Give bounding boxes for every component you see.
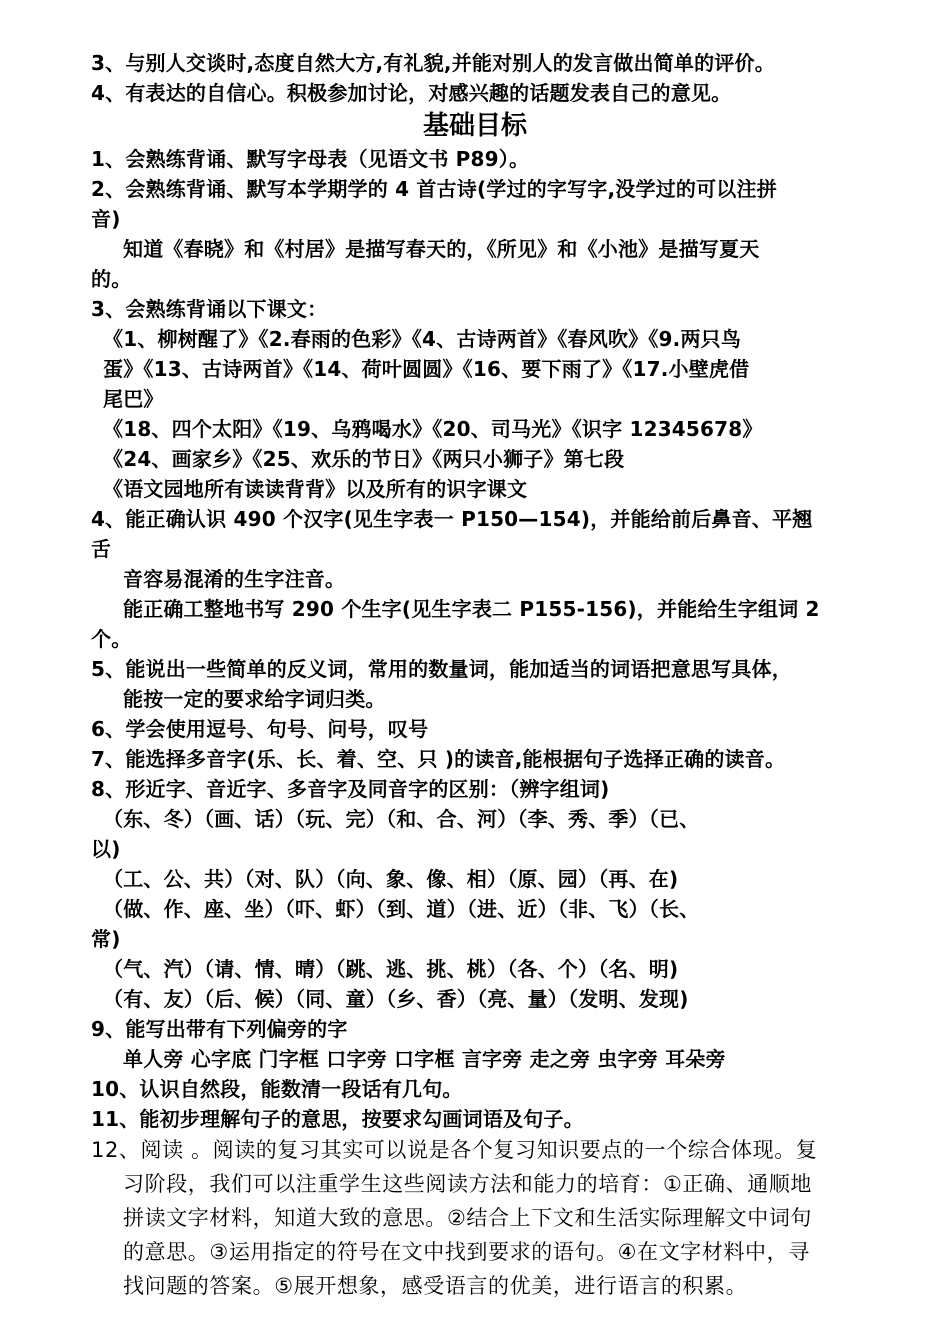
lesson-list-1: 《1、柳树醒了》《2.春雨的色彩》《4、古诗两首》《春风吹》《9.两只鸟: [103, 327, 742, 351]
item-11: 11、能初步理解句子的意思，按要求勾画词语及句子。: [91, 1107, 584, 1131]
item-3: 3、会熟练背诵以下课文：: [91, 297, 328, 321]
item-5: 5、能说出一些简单的反义词，常用的数量词，能加适当的词语把意思写具体，: [91, 657, 792, 681]
lesson-list-4: 《18、四个太阳》《19、乌鸦喝水》《20、司马光》《识字 12345678》: [103, 417, 763, 441]
item-9: 9、能写出带有下列偏旁的字: [91, 1017, 348, 1041]
char-group-1: （东、冬）（画、话）（玩、完）（和、合、河）（李、秀、季）（已、: [103, 807, 700, 831]
char-group-3-cont: 常): [91, 927, 121, 951]
item-1: 1、会熟练背诵、默写字母表（见语文书 P89）。: [91, 147, 530, 171]
goal-line-4: 4、有表达的自信心。积极参加讨论，对感兴趣的话题发表自己的意见。: [91, 81, 732, 105]
item-12-reading-5: 找问题的答案。⑤展开想象，感受语言的优美，进行语言的积累。: [123, 1274, 748, 1298]
char-group-1-cont: 以): [91, 837, 121, 861]
item-4-cont: 舌: [91, 537, 112, 561]
item-5-cont: 能按一定的要求给字词归类。: [123, 687, 386, 711]
char-group-2: （工、公、共）（对、队）（向、象、像、相）（原、园）（再、在): [103, 867, 679, 891]
item-12-reading-3: 拼读文字材料，知道大致的意思。②结合上下文和生活实际理解文中词句: [123, 1206, 813, 1230]
item-12-reading: 12、阅读 。阅读的复习其实可以说是各个复习知识要点的一个综合体现。复: [91, 1138, 818, 1162]
item-10: 10、认识自然段，能数清一段话有几句。: [91, 1077, 463, 1101]
item-2-cont: 音): [91, 207, 121, 231]
item-4: 4、能正确认识 490 个汉字(见生字表一 P150—154)，并能给前后鼻音、平翘: [91, 507, 813, 531]
item-6: 6、学会使用逗号、句号、问号，叹号: [91, 717, 429, 741]
lesson-list-5: 《24、画家乡》《25、欢乐的节日》《两只小狮子》第七段: [103, 447, 625, 471]
section-title: 基础目标: [422, 111, 527, 141]
item-4-writing-cont: 个。: [91, 627, 132, 651]
lesson-list-3: 尾巴》: [103, 387, 164, 411]
char-group-4: （气、汽）（请、情、晴）（跳、逃、挑、桃）（各、个）（名、明): [103, 957, 679, 981]
item-12-reading-4: 的意思。③运用指定的符号在文中找到要求的语句。④在文字材料中，寻: [123, 1240, 810, 1264]
lesson-list-6: 《语文园地所有读读背背》以及所有的识字课文: [103, 477, 528, 501]
radical-list: 单人旁 心字底 门字框 口字旁 口字框 言字旁 走之旁 虫字旁 耳朵旁: [123, 1047, 726, 1071]
item-12-reading-2: 习阶段，我们可以注重学生这些阅读方法和能力的培育：①正确、通顺地: [123, 1172, 813, 1196]
lesson-list-2: 蛋》《13、古诗两首》《14、荷叶圆圆》《16、要下雨了》《17.小壁虎借: [103, 357, 750, 381]
item-4-writing: 能正确工整地书写 290 个生字(见生字表二 P155-156)，并能给生字组词 2: [123, 597, 820, 621]
item-8: 8、形近字、音近字、多音字及同音字的区别：（辨字组词): [91, 777, 610, 801]
item-2-note: 知道《春晓》和《村居》是描写春天的，《所见》和《小池》是描写夏天: [123, 237, 760, 261]
goal-line-3: 3、与别人交谈时,态度自然大方,有礼貌,并能对别人的发言做出简单的评价。: [91, 51, 775, 75]
item-4-cont-2: 音容易混淆的生字注音。: [123, 567, 346, 591]
item-7: 7、能选择多音字(乐、长、着、空、只 )的读音,能根据句子选择正确的读音。: [91, 747, 786, 771]
item-2-note-cont: 的。: [91, 267, 132, 291]
item-2: 2、会熟练背诵、默写本学期学的 4 首古诗(学过的字写字,没学过的可以注拼: [91, 177, 777, 201]
char-group-5: （有、友）（后、候）（同、童）（乡、香）（亮、量）（发明、发现): [103, 987, 689, 1011]
char-group-3: （做、作、座、坐）（吓、虾）（到、道）（进、近）（非、飞）（长、: [103, 897, 700, 921]
